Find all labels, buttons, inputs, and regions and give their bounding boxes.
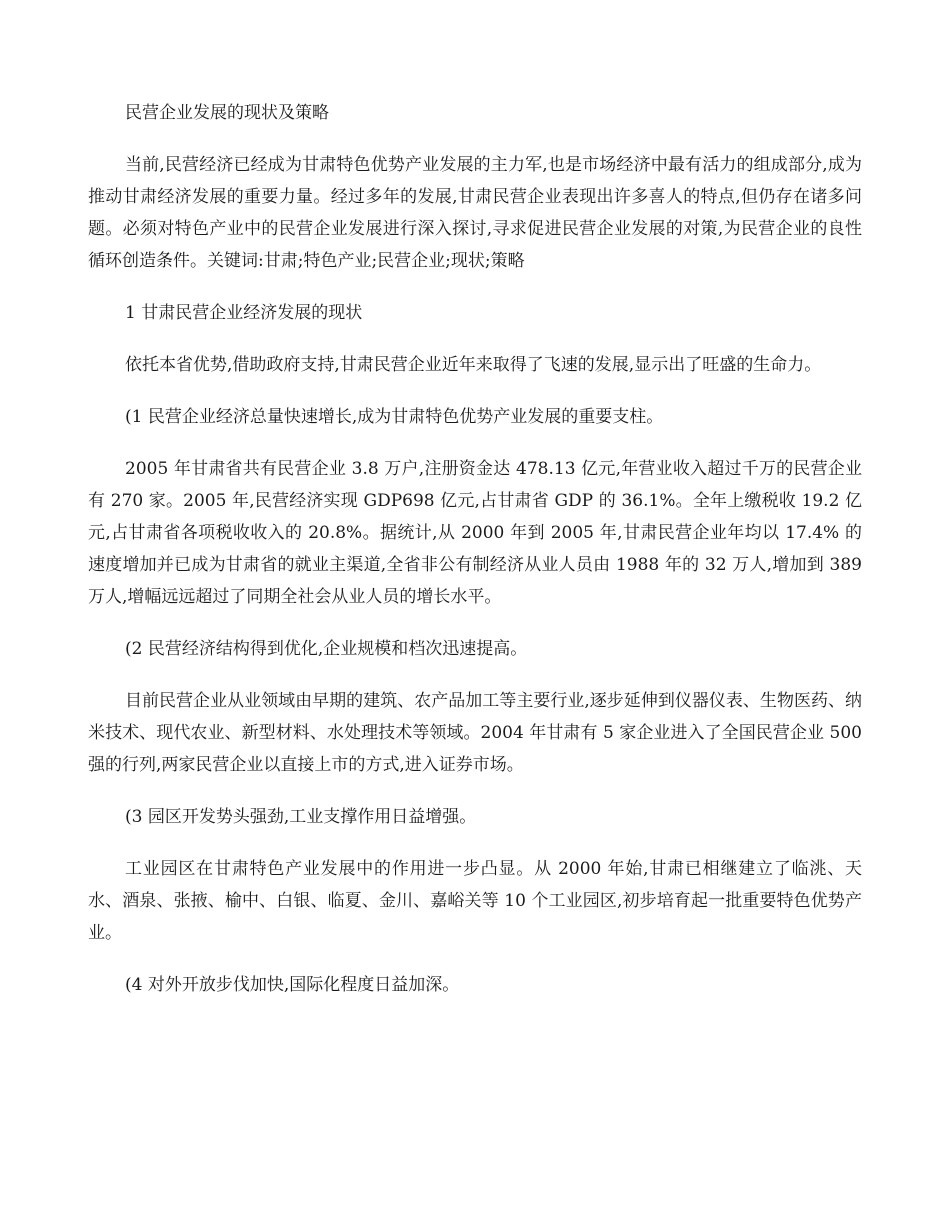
body-paragraph: 目前民营企业从业领域由早期的建筑、农产品加工等主要行业,逐步延伸到仪器仪表、生物医药、纳米技术、现代农业、新型材料、水处理技术等领域。2004 年甘肃有 5 家企业进入了全国民营企业 500 强的行列,两家民营企业以直接上市的方式,进入证券市场。 (88, 691, 862, 775)
body-paragraph: 依托本省优势,借助政府支持,甘肃民营企业近年来取得了飞速的发展,显示出了旺盛的生命力。 (125, 355, 822, 375)
document-body (88, 97, 862, 1021)
subsection-heading: (2 民营经济结构得到优化,企业规模和档次迅速提高。 (125, 639, 528, 659)
body-paragraph: 2005 年甘肃省共有民营企业 3.8 万户,注册资金达 478.13 亿元,年营业收入超过千万的民营企业有 270 家。2005 年,民营经济实现 GDP698 亿元,占甘肃省 GDP 的 36.1%。全年上缴税收 19.2 亿元,占甘肃省各项税收收入的 20.8%。据统计,从 2000 年到 2005 年,甘肃民营企业年均以 17.4% 的速度增加并已成为甘肃省的就业主渠道,全省非公有制经济从业人员由 1988 年的 32 万人,增加到 389 万人,增幅远远超过了同期全社会从业人员的增长水平。 (88, 459, 862, 607)
section-heading: 1 甘肃民营企业经济发展的现状 (125, 303, 363, 323)
subsection-heading: (1 民营企业经济总量快速增长,成为甘肃特色优势产业发展的重要支柱。 (125, 407, 664, 427)
subsection-heading: (3 园区开发势头强劲,工业支撑作用日益增强。 (125, 807, 477, 827)
subsection-heading: (4 对外开放步伐加快,国际化程度日益加深。 (125, 975, 460, 995)
abstract-paragraph: 当前,民营经济已经成为甘肃特色优势产业发展的主力军,也是市场经济中最有活力的组成部分,成为推动甘肃经济发展的重要力量。经过多年的发展,甘肃民营企业表现出许多喜人的特点,但仍存在诸多问题。必须对特色产业中的民营企业发展进行深入探讨,寻求促进民营企业发展的对策,为民营企业的良性循环创造条件。关键词:甘肃;特色产业;民营企业;现状;策略 (88, 155, 862, 271)
body-paragraph: 工业园区在甘肃特色产业发展中的作用进一步凸显。从 2000 年始,甘肃已相继建立了临洮、天水、酒泉、张掖、榆中、白银、临夏、金川、嘉峪关等 10 个工业园区,初步培育起一批重要特色优势产业。 (88, 859, 862, 943)
document-title: 民营企业发展的现状及策略 (125, 103, 329, 123)
